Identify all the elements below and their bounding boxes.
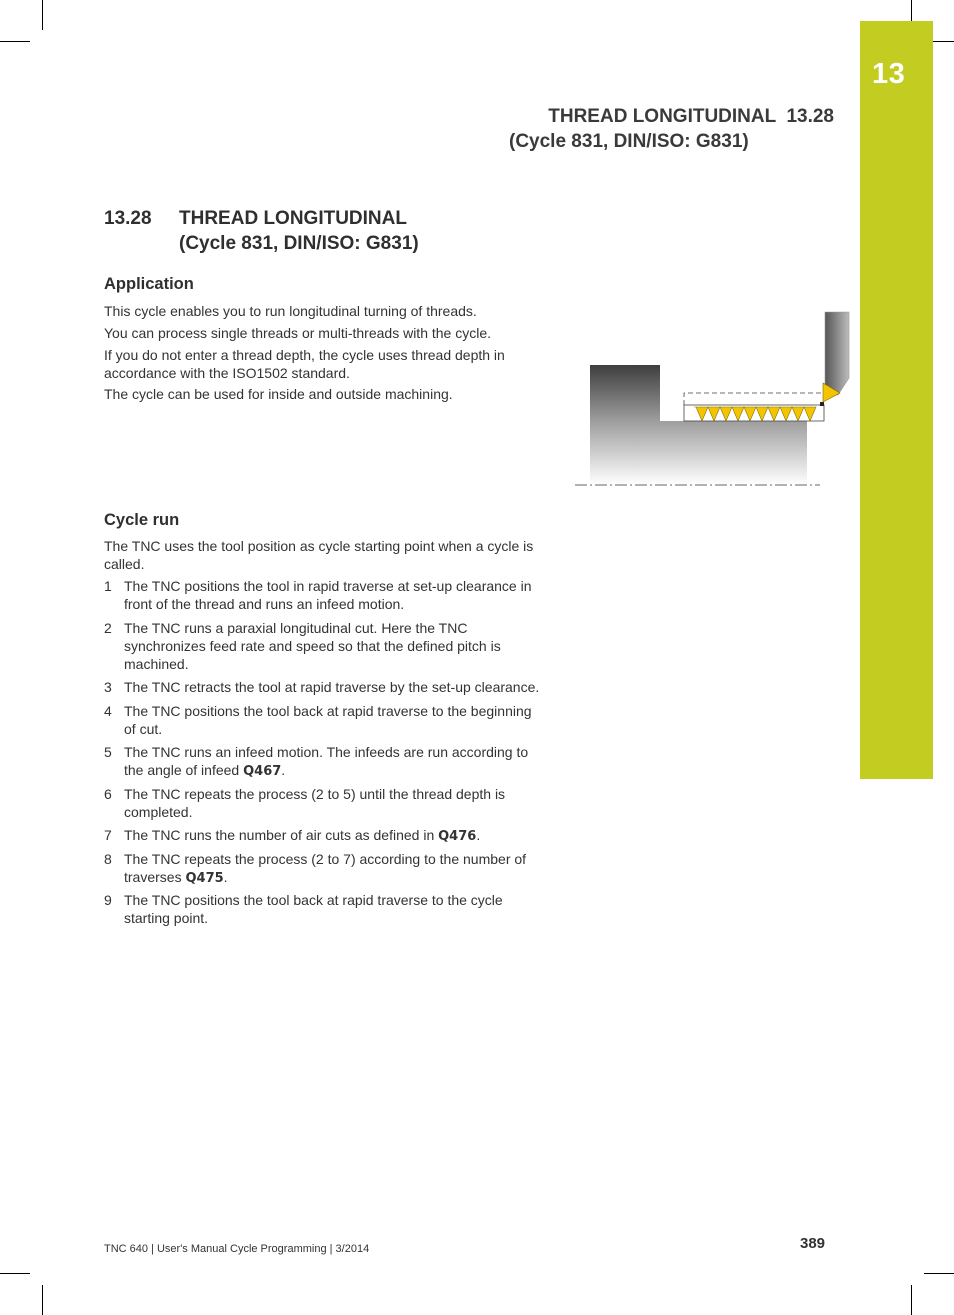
thread-cycle-illustration [570,305,855,495]
application-heading: Application [104,275,194,293]
cycle-run-intro: The TNC uses the tool position as cycle starting point when a cycle is called. [104,538,534,572]
list-item: 6 The TNC repeats the process (2 to 5) until the thread depth is completed. [104,785,506,820]
thread-profile [694,407,816,421]
list-item: 1 The TNC positions the tool in rapid traverse at set-up clearance in front of the thread and runs an infeed motion. [104,578,532,612]
cycle-start-point [820,402,824,406]
application-paragraph: If you do not enter a thread depth, the cycle uses thread depth in accordance with the ISO1502 standard. [104,347,505,381]
running-head [509,104,849,154]
parameter-q476: Q476 [438,829,477,844]
cycle-run-heading: Cycle run [104,511,180,529]
chapter-number: 13 [872,58,906,90]
list-item: 7 The TNC runs the number of air cuts as defined in Q476. [104,827,481,844]
application-paragraph: This cycle enables you to run longitudinal turning of threads. [104,303,477,319]
crop-mark [0,41,30,42]
workpiece [590,365,807,485]
crop-mark [42,0,43,30]
crop-mark [42,1285,43,1315]
list-item: 9 The TNC positions the tool back at rapid traverse to the cycle starting point. [104,892,503,926]
section-title-line2: (Cycle 831, DIN/ISO: G831) [179,233,419,254]
running-head-line2: (Cycle 831, DIN/ISO: G831) [509,131,749,152]
tool-holder [825,312,849,395]
parameter-q475: Q475 [185,870,224,886]
page-number: 389 [800,1235,826,1252]
list-item: 2 The TNC runs a paraxial longitudinal cut. Here the TNC synchronizes feed rate and speed so that the defined pitch is machined. [104,619,501,672]
list-item: 3 The TNC retracts the tool at rapid traverse by the set-up clearance. [104,679,540,695]
crop-mark [911,1285,912,1315]
list-item: 8 The TNC repeats the process (2 to 7) according to the number of traverses Q475. [104,850,527,886]
crop-mark [924,1273,954,1274]
list-item: 5 The TNC runs an infeed motion. The infeeds are run according to the angle of infeed Q467. [104,744,529,779]
parameter-q467: Q467 [243,764,282,779]
footer-text: TNC 640 | User's Manual Cycle Programming | 3/2014 [104,1243,370,1255]
application-paragraph: The cycle can be used for inside and outside machining. [104,386,453,402]
section-number: 13.28 [104,208,152,229]
crop-mark [0,1273,30,1274]
tool-path-dashed [684,393,823,405]
cycle-run-steps [104,577,544,933]
section-title-line1: THREAD LONGITUDINAL [179,208,407,229]
application-paragraph: You can process single threads or multi-threads with the cycle. [104,325,492,341]
running-head-line1: THREAD LONGITUDINAL 13.28 [548,106,834,127]
chapter-tab [860,21,933,779]
list-item: 4 The TNC positions the tool back at rapid traverse to the beginning of cut. [104,702,532,737]
